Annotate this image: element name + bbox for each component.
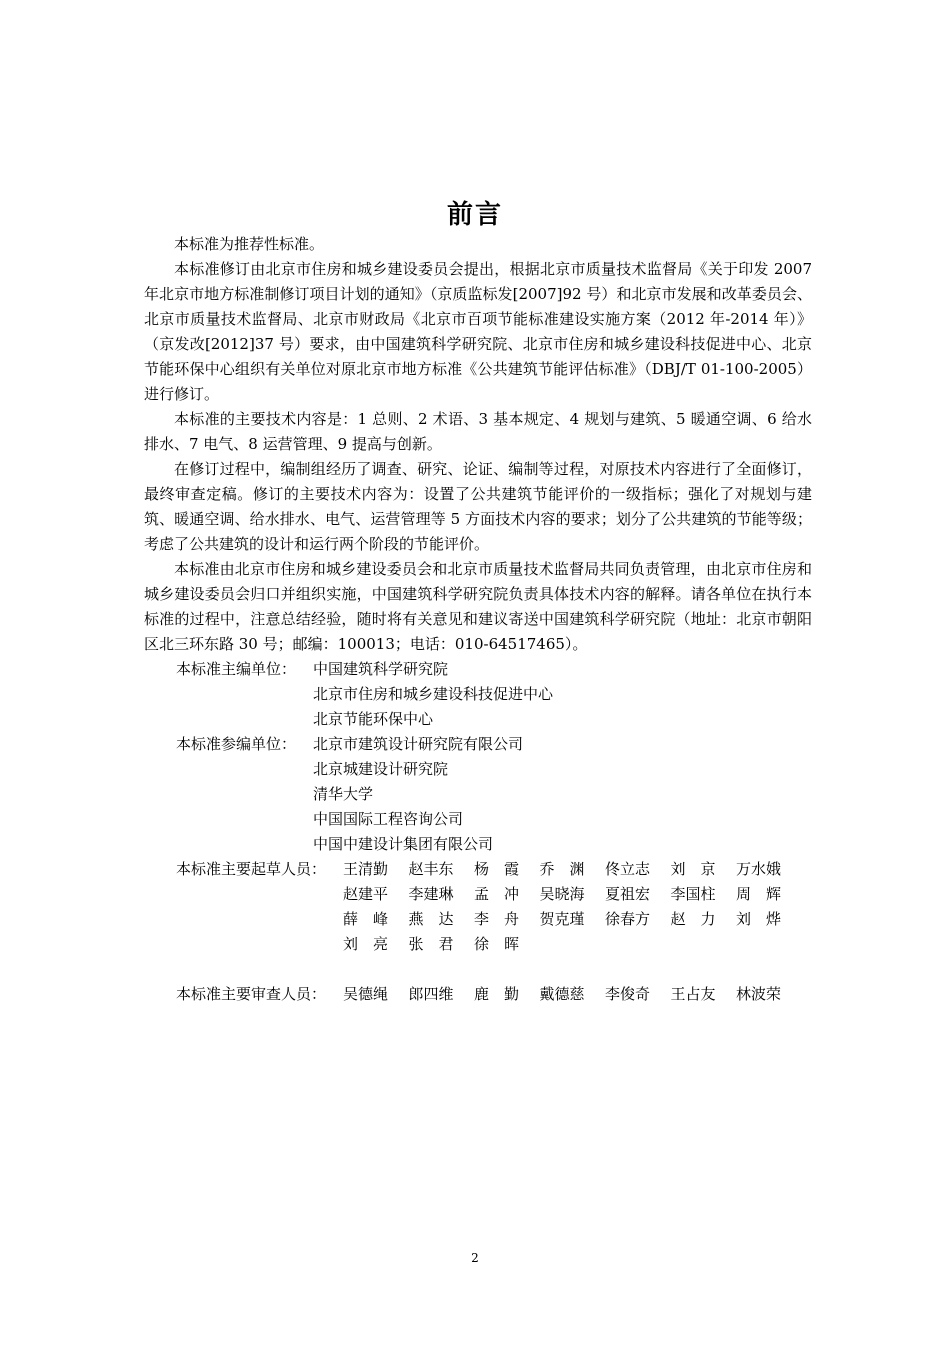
reviewer-name: 李俊奇 <box>605 985 651 1003</box>
reviewer-name: 鹿 勤 <box>474 985 520 1003</box>
reviewers-list <box>343 982 802 1007</box>
drafter-name: 刘 烨 <box>736 910 782 928</box>
drafter-name: 刘 京 <box>670 860 716 878</box>
chief-units-label: 本标准主编单位： <box>176 660 297 678</box>
preface-body <box>144 232 812 1007</box>
drafter-name: 张 君 <box>408 935 454 953</box>
drafters-label: 本标准主要起草人员： <box>176 860 327 878</box>
drafter-name: 赵丰东 <box>408 860 454 878</box>
drafter-name: 李国柱 <box>670 885 716 903</box>
participating-unit: 北京城建设计研究院 <box>313 760 449 778</box>
reviewer-name: 林波荣 <box>736 985 782 1003</box>
drafter-name: 赵 力 <box>670 910 716 928</box>
reviewers-label: 本标准主要审查人员： <box>176 985 327 1003</box>
chief-unit: 北京市住房和城乡建设科技促进中心 <box>313 685 554 703</box>
page-title: 前言 <box>446 200 503 230</box>
drafter-name: 贺克瑾 <box>539 910 585 928</box>
participating-unit: 中国国际工程咨询公司 <box>313 810 464 828</box>
drafter-name: 李建琳 <box>408 885 454 903</box>
participating-unit: 清华大学 <box>313 785 374 803</box>
drafter-name: 乔 渊 <box>539 860 585 878</box>
drafter-name: 万水娥 <box>736 860 782 878</box>
reviewer-name: 郎四维 <box>408 985 454 1003</box>
page-number: 2 <box>471 1251 479 1265</box>
chief-unit: 中国建筑科学研究院 <box>313 660 449 678</box>
drafter-name: 周 辉 <box>736 885 782 903</box>
paragraph-revision-origin: 本标准修订由北京市住房和城乡建设委员会提出，根据北京市质量技术监督局《关于印发 2007 年北京市地方标准制修订项目计划的通知》（京质监标发[2007]92 号）和北京市发展和改革委员会、北京市质量技术监督局、北京市财政局《北京市百项节能标准建设实施方案（2012 年-2014 年）》（京发改[2012]37 号）要求，由中国建筑科学研究院、北京市住房和城乡建设科技促进中心、北京节能环保中心组织有关单位对原北京市地方标准《公共建筑节能评估标准》（DBJ/T 01-100-2005）进行修订。 <box>144 260 812 403</box>
drafter-name: 赵建平 <box>343 885 389 903</box>
drafter-name: 燕 达 <box>408 910 454 928</box>
reviewer-name: 吴德绳 <box>343 985 389 1003</box>
drafter-name: 薛 峰 <box>343 910 389 928</box>
drafter-name: 徐 晖 <box>474 935 520 953</box>
drafters-section <box>144 857 812 957</box>
participating-unit: 中国中建设计集团有限公司 <box>313 835 494 853</box>
chief-units-section <box>144 657 812 732</box>
drafters-list <box>343 857 802 957</box>
drafter-name: 李 舟 <box>474 910 520 928</box>
drafter-name: 徐春方 <box>605 910 651 928</box>
chief-unit: 北京节能环保中心 <box>313 710 434 728</box>
paragraph-main-content: 本标准的主要技术内容是：1 总则、2 术语、3 基本规定、4 规划与建筑、5 暖通空调、6 给水排水、7 电气、8 运营管理、9 提高与创新。 <box>144 410 812 453</box>
participating-units-list <box>313 732 523 857</box>
drafter-name: 孟 冲 <box>474 885 520 903</box>
drafter-name: 杨 霞 <box>474 860 520 878</box>
chief-units-list <box>313 657 553 732</box>
participating-unit: 北京市建筑设计研究院有限公司 <box>313 735 524 753</box>
reviewer-name: 王占友 <box>670 985 716 1003</box>
paragraph-nature: 本标准为推荐性标准。 <box>174 235 325 253</box>
reviewers-section <box>144 982 812 1007</box>
reviewer-name: 戴德慈 <box>539 985 585 1003</box>
drafter-name: 吴晓海 <box>539 885 585 903</box>
participating-units-section <box>144 732 812 857</box>
participating-units-label: 本标准参编单位： <box>176 735 297 753</box>
paragraph-management: 本标准由北京市住房和城乡建设委员会和北京市质量技术监督局共同负责管理，由北京市住房和城乡建设委员会归口并组织实施，中国建筑科学研究院负责具体技术内容的解释。请各单位在执行本标准的过程中，注意总结经验，随时将有关意见和建议寄送中国建筑科学研究院（地址：北京市朝阳区北三环东路 30 号；邮编：100013；电话：010-64517465）。 <box>144 560 812 653</box>
drafter-name: 刘 亮 <box>343 935 389 953</box>
paragraph-revision-process: 在修订过程中，编制组经历了调查、研究、论证、编制等过程，对原技术内容进行了全面修订，最终审查定稿。修订的主要技术内容为：设置了公共建筑节能评价的一级指标；强化了对规划与建筑、暖通空调、给水排水、电气、运营管理等 5 方面技术内容的要求；划分了公共建筑的节能等级；考虑了公共建筑的设计和运行两个阶段的节能评价。 <box>144 460 812 553</box>
drafter-name: 王清勤 <box>343 860 389 878</box>
drafter-name: 夏祖宏 <box>605 885 651 903</box>
drafter-name: 佟立志 <box>605 860 651 878</box>
